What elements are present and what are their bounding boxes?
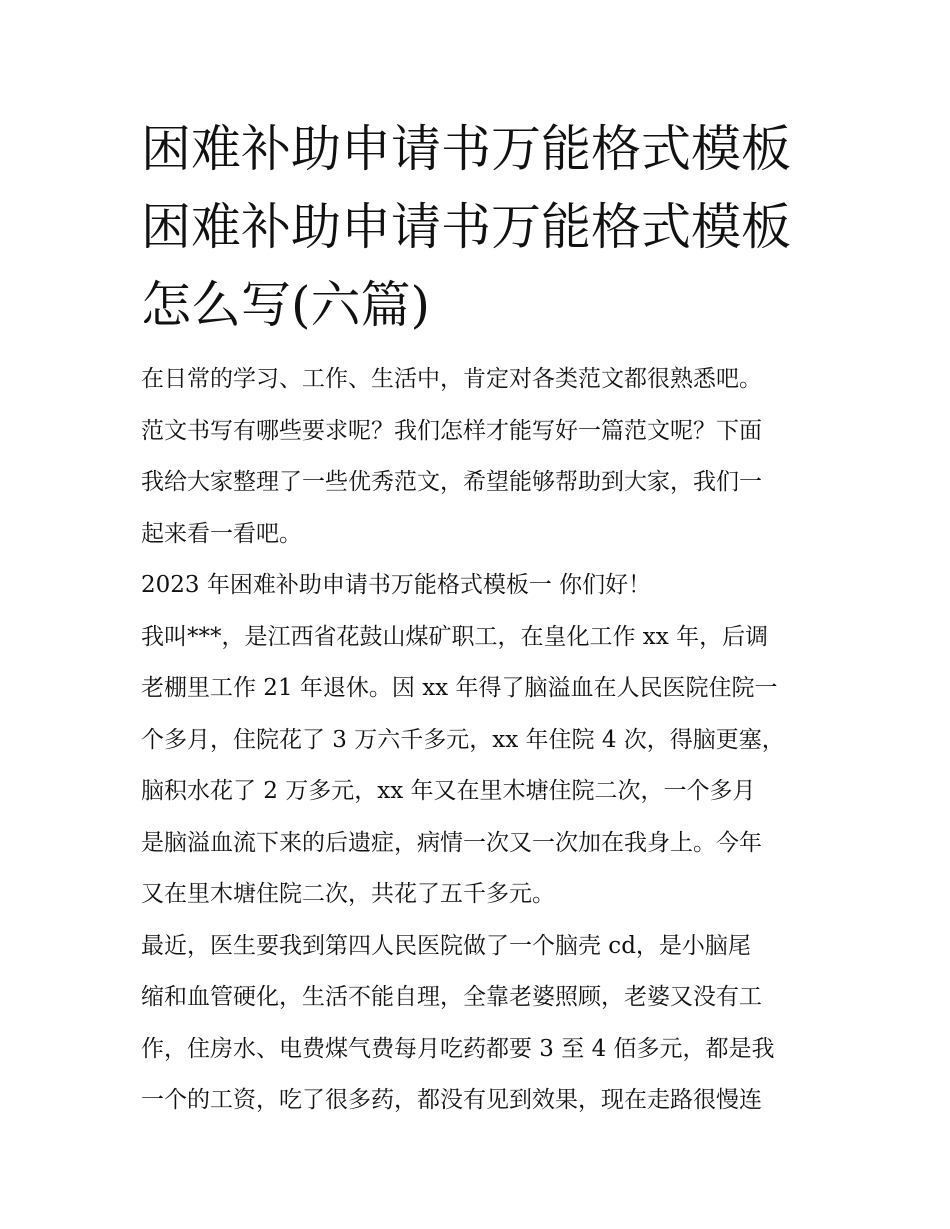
body-line: 脑积水花了 2 万多元，xx 年又在里木塘住院二次，一个多月 [141, 778, 756, 804]
document-title [141, 110, 821, 344]
body-line: 我叫***，是江西省花鼓山煤矿职工，在皇化工作 xx 年，后调 [141, 623, 769, 650]
body-line: 2023 年困难补助申请书万能格式模板一 你们好！ [141, 572, 652, 598]
title-line: 怎么写(六篇) [141, 276, 431, 334]
document-body [141, 354, 821, 1127]
body-line: 起来看一看吧。 [141, 520, 302, 547]
body-line: 最近，医生要我到第四人民医院做了一个脑壳 cd，是小脑尾 [141, 932, 751, 959]
title-line: 困难补助申请书万能格式模板 [141, 198, 791, 256]
body-line: 作，住房水、电费煤气费每月吃药都要 3 至 4 佰多元，都是我 [141, 1035, 775, 1062]
body-line: 在日常的学习、工作、生活中，肯定对各类范文都很熟悉吧。 [141, 366, 762, 392]
body-line: 我给大家整理了一些优秀范文，希望能够帮助到大家，我们一 [141, 469, 762, 495]
title-line: 困难补助申请书万能格式模板 [141, 120, 791, 178]
body-line: 是脑溢血流下来的后遗症，病情一次又一次加在我身上。今年 [141, 829, 762, 856]
body-line: 老棚里工作 21 年退休。因 xx 年得了脑溢血在人民医院住院一 [141, 675, 778, 701]
body-line: 又在里木塘住院二次，共花了五千多元。 [141, 881, 555, 907]
body-line: 范文书写有哪些要求呢？我们怎样才能写好一篇范文呢？下面 [141, 417, 762, 444]
body-line: 缩和血管硬化，生活不能自理，全靠老婆照顾，老婆又没有工 [141, 984, 762, 1010]
body-line: 个多月，住院花了 3 万六千多元，xx 年住院 4 次，得脑更塞， [141, 726, 785, 753]
body-line: 一个的工资，吃了很多药，都没有见到效果，现在走路很慢连 [141, 1087, 762, 1113]
